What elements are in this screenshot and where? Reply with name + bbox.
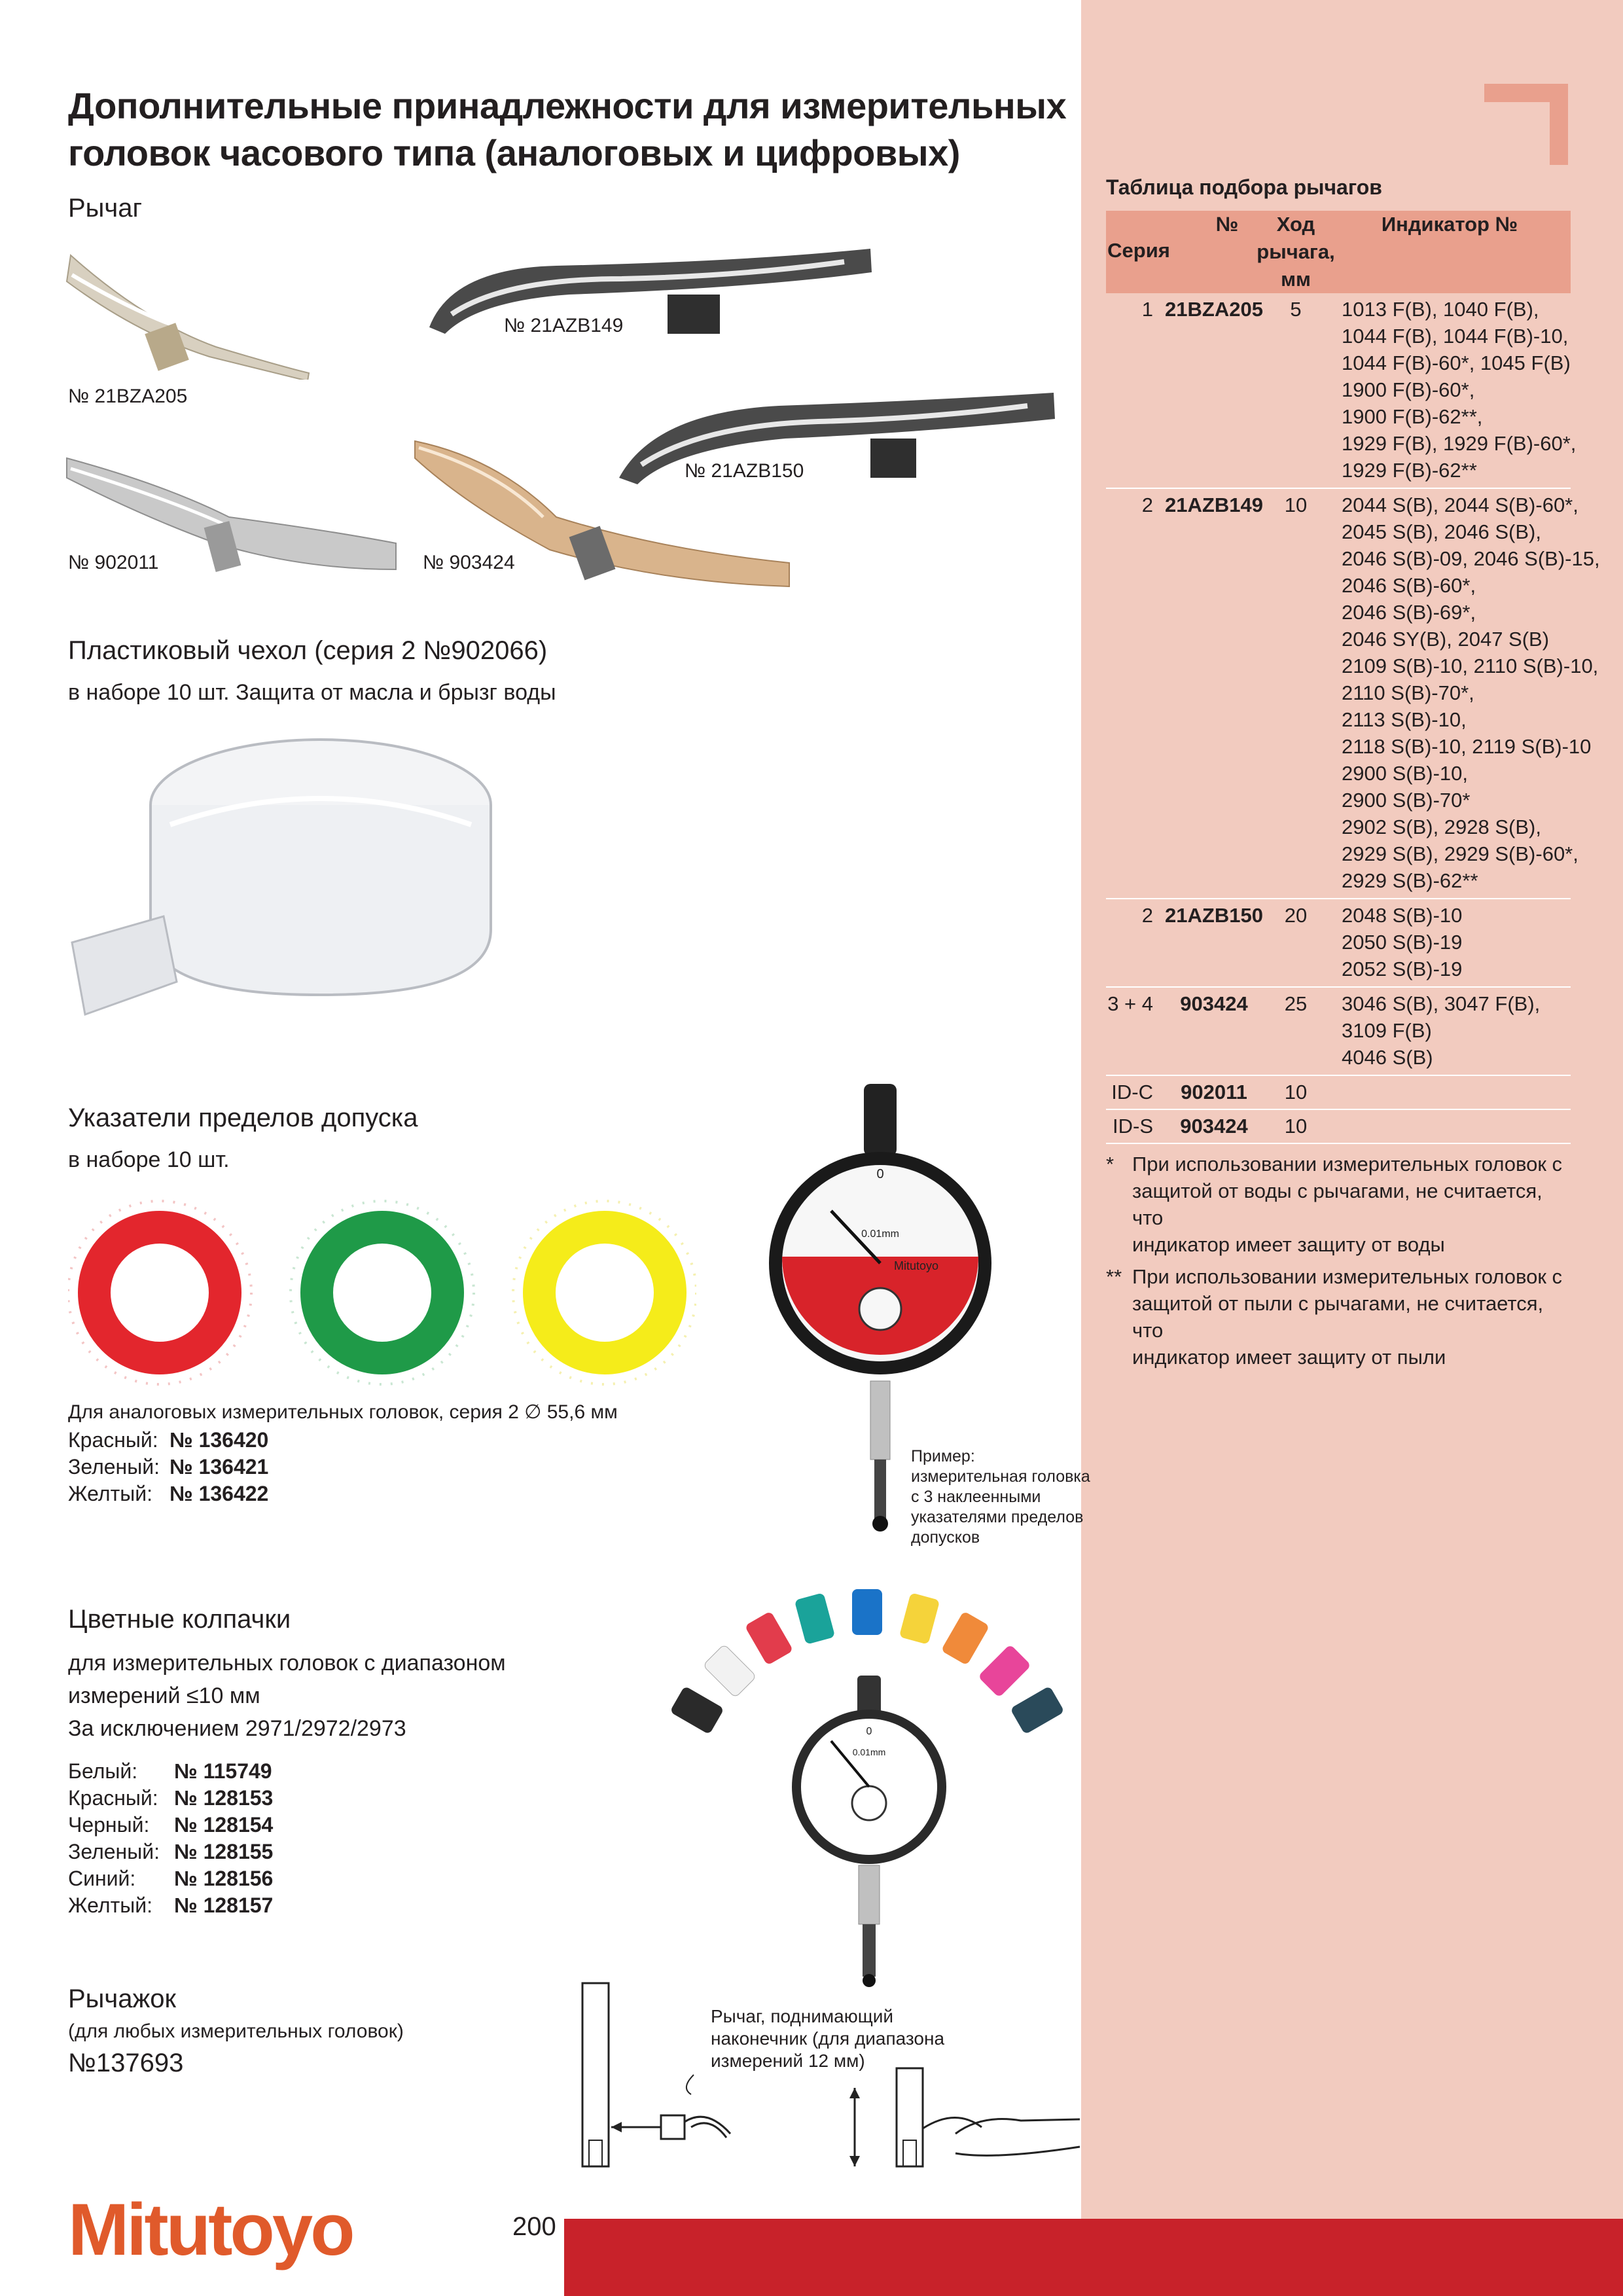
limits-code-row: Красный: № 136420 — [68, 1428, 269, 1452]
limit-rings-image — [68, 1198, 696, 1388]
limits-code-row: Зеленый: № 136421 — [68, 1455, 269, 1479]
caps-code-row: Красный: № 128153 — [68, 1786, 274, 1810]
limit-ring-yellow — [513, 1201, 696, 1384]
page-number: 200 — [512, 2212, 556, 2241]
colored-caps-image — [668, 1577, 1073, 1996]
levers-heading: Рычаг — [68, 194, 143, 223]
plastic-cover-image — [65, 733, 497, 1047]
caps-code-row: Зеленый: № 128155 — [68, 1840, 274, 1863]
lever-table-header — [1106, 211, 1571, 293]
lever-21bza205-image — [65, 242, 314, 380]
cover-note: в наборе 10 шт. Защита от масла и брызг воды — [68, 680, 556, 705]
footer-bar — [564, 2219, 1623, 2296]
table-row: 1 21BZA205 5 1013 F(B), 1040 F(B), 1044 F(B), 1044 F(B)-10, 1044 F(B)-60*, 1045 F(B) 1900 F(B)-60*, 1900 F(B)-62**, 1929 F(B), 1929 F(B)-60*, 1929 F(B)-62** — [1106, 293, 1571, 489]
th-no: № — [1215, 213, 1239, 236]
lifter-number: №137693 — [68, 2049, 184, 2077]
caps-codes — [68, 1758, 273, 1919]
lifter-caption: Рычаг, поднимающий наконечник (для диапазона измерений 12 мм) — [711, 2006, 945, 2071]
th-travel: Ход рычага, мм — [1257, 213, 1335, 291]
limit-ring-yellow-label: LIMIT SIGNAL — [566, 1287, 643, 1300]
mitutoyo-logo: Mitutoyo — [68, 2189, 353, 2270]
lifter-heading: Рычажок — [68, 1984, 177, 2013]
dial-resolution: 0.01mm — [861, 1229, 899, 1240]
limit-ring-red — [68, 1201, 251, 1384]
table-footnotes — [1106, 1151, 1571, 1371]
caps-code-row: Белый: № 115749 — [68, 1759, 272, 1783]
limits-spec: Для аналоговых измерительных головок, серия 2 ∅ 55,6 мм — [68, 1401, 618, 1423]
table-row: ID-C 902011 10 — [1106, 1076, 1571, 1110]
limits-heading: Указатели пределов допуска — [68, 1103, 418, 1132]
limit-ring-red-label: LIMIT SIGNAL — [121, 1287, 198, 1300]
th-series: Серия — [1107, 239, 1170, 262]
footnote: ** При использовании измерительных головок с защитой от пыли с рычагами, не считается, что индикатор имеет защиту от пыли — [1106, 1265, 1563, 1369]
caps-dial-resolution: 0.01mm — [852, 1747, 886, 1757]
caps-code-row: Черный: № 128154 — [68, 1813, 274, 1837]
page-title: Дополнительные принадлежности для измерительных головок часового типа (аналоговых и цифровых) — [68, 85, 1067, 173]
th-indicator: Индикатор № — [1381, 213, 1518, 236]
lever-label-902011: № 902011 — [68, 552, 159, 573]
table-row: 2 21AZB149 10 2044 S(B), 2044 S(B)-60*, 2045 S(B), 2046 S(B), 2046 S(B)-09, 2046 S(B)-15, 2046 S(B)-60*, 2046 S(B)-69*, 2046 SY(B), 2047 S(B) 2109 S(B)-10, 2110 S(B)-10, 2110 S(B)-70*, 2113 S(B)-10, 2118 S(B)-10, 2119 S(B)-10 2900 S(B)-10, 2900 S(B)-70* 2902 S(B), 2928 S(B), 2929 S(B), 2929 S(B)-60*, 2929 S(B)-62** — [1106, 489, 1571, 899]
lever-label-903424: № 903424 — [423, 552, 515, 573]
caps-code-row: Синий: № 128156 — [68, 1867, 274, 1890]
caps-note: для измерительных головок с диапазоном измерений ≤10 мм За исключением 2971/2972/2973 — [68, 1651, 506, 1741]
footnote: * При использовании измерительных головок с защитой от воды с рычагами, не считается, что индикатор имеет защиту от воды — [1106, 1153, 1563, 1256]
table-row: 3 + 4 903424 25 3046 S(B), 3047 F(B), 3109 F(B) 4046 S(B) — [1106, 988, 1571, 1076]
limits-note: в наборе 10 шт. — [68, 1147, 230, 1172]
limit-ring-green — [291, 1201, 474, 1384]
lever-label-21azb149: № 21AZB149 — [504, 315, 624, 336]
caps-dial-zero: 0 — [866, 1726, 872, 1737]
lever-label-21bza205: № 21BZA205 — [68, 386, 188, 407]
lever-table-title: Таблица подбора рычагов — [1106, 175, 1382, 199]
limits-codes — [68, 1427, 268, 1507]
caps-code-row: Желтый: № 128157 — [68, 1893, 274, 1917]
example-caption: Пример: измерительная головка с 3 наклеенными указателями пределов допусков — [911, 1447, 1090, 1547]
cover-heading: Пластиковый чехол (серия 2 №902066) — [68, 636, 548, 665]
lever-table — [1106, 211, 1600, 1371]
dial-brand: Mitutoyo — [893, 1259, 939, 1272]
limits-code-row: Желтый: № 136422 — [68, 1482, 269, 1505]
limit-ring-green-label: LIMIT SIGNAL — [344, 1287, 421, 1300]
caps-heading: Цветные колпачки — [68, 1605, 291, 1634]
dial-zero: 0 — [876, 1167, 884, 1181]
lever-label-21azb150: № 21AZB150 — [685, 460, 804, 482]
table-row: 2 21AZB150 20 2048 S(B)-10 2050 S(B)-19 2052 S(B)-19 — [1106, 899, 1571, 988]
lever-21azb149-image — [425, 242, 877, 373]
lifter-subtitle: (для любых измерительных головок) — [68, 2020, 404, 2042]
corner-mark — [1484, 84, 1568, 165]
table-row: ID-S 903424 10 — [1106, 1110, 1571, 1144]
